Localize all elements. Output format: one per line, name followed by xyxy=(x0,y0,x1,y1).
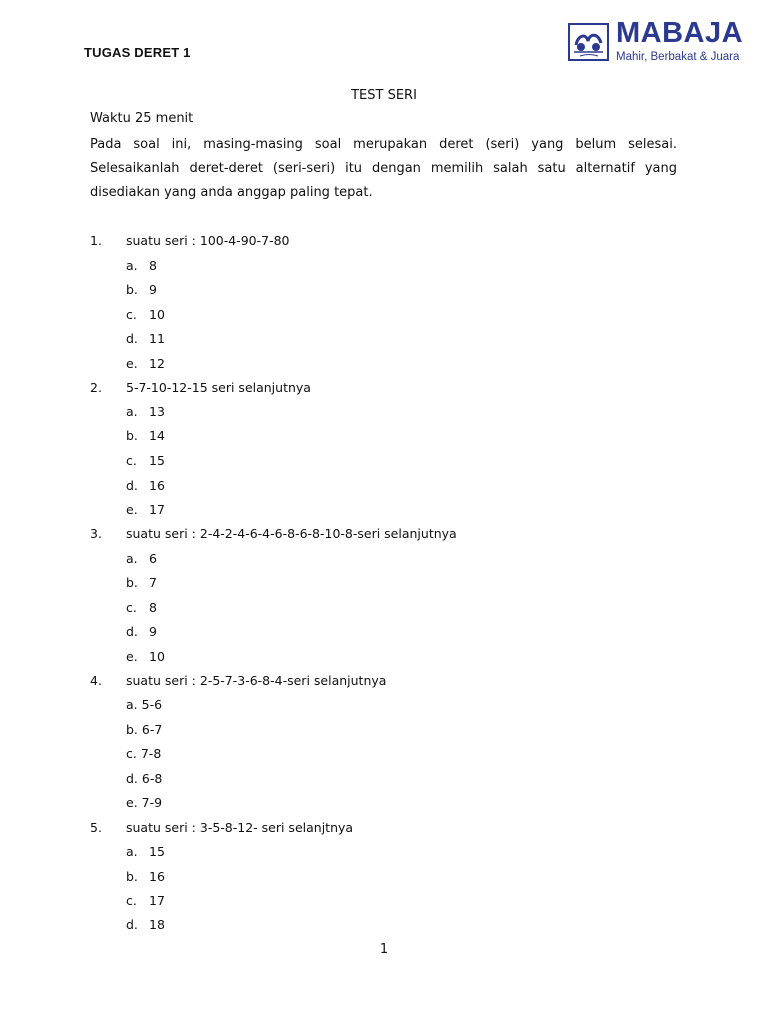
option-4d xyxy=(126,771,162,786)
option-letter: a. xyxy=(126,844,138,859)
option-letter: d. xyxy=(126,771,138,786)
question-number: 1. xyxy=(90,233,102,248)
question-5 xyxy=(90,820,353,835)
option-value: 10 xyxy=(149,649,165,664)
question-2 xyxy=(90,380,311,395)
question-3 xyxy=(90,526,457,541)
option-value: 8 xyxy=(149,258,157,273)
option-value: 17 xyxy=(149,893,165,908)
option-1e xyxy=(126,356,165,371)
option-value: 14 xyxy=(149,428,165,443)
option-2a xyxy=(126,404,165,419)
option-value: 7-8 xyxy=(140,746,162,761)
option-5c xyxy=(126,893,165,908)
question-text: 5-7-10-12-15 seri selanjutnya xyxy=(126,380,311,395)
option-letter: a. xyxy=(126,697,138,712)
question-4 xyxy=(90,673,386,688)
option-value: 18 xyxy=(149,917,165,932)
option-letter: e. xyxy=(126,356,138,371)
option-value: 8 xyxy=(149,600,157,615)
option-letter: e. xyxy=(126,502,138,517)
option-letter: a. xyxy=(126,258,138,273)
time-limit: Waktu 25 menit xyxy=(90,111,194,126)
question-number: 4. xyxy=(90,673,102,688)
mabaja-logo xyxy=(568,17,758,63)
logo-name: MABAJA xyxy=(616,17,744,49)
option-4e xyxy=(126,795,162,810)
option-letter: c. xyxy=(126,600,137,615)
option-2c xyxy=(126,453,165,468)
option-1a xyxy=(126,258,157,273)
header-title: TUGAS DERET 1 xyxy=(84,45,191,60)
question-text: suatu seri : 2-4-2-4-6-4-6-8-6-8-10-8-seri selanjutnya xyxy=(126,526,457,541)
logo-tagline: Mahir, Berbakat & Juara xyxy=(616,51,740,63)
option-3e xyxy=(126,649,165,664)
option-2e xyxy=(126,502,165,517)
option-value: 10 xyxy=(149,307,165,322)
option-5a xyxy=(126,844,165,859)
option-letter: d. xyxy=(126,917,138,932)
question-text: suatu seri : 2-5-7-3-6-8-4-seri selanjutnya xyxy=(126,673,387,688)
option-letter: b. xyxy=(126,282,138,297)
option-value: 12 xyxy=(149,356,165,371)
option-value: 6-7 xyxy=(141,722,163,737)
logo-emblem-icon xyxy=(568,23,609,61)
question-1 xyxy=(90,233,289,248)
option-4c xyxy=(126,746,161,761)
option-letter: e. xyxy=(126,649,138,664)
question-text: suatu seri : 100-4-90-7-80 xyxy=(126,233,290,248)
option-value: 5-6 xyxy=(141,697,163,712)
option-3d xyxy=(126,624,157,639)
option-letter: c. xyxy=(126,746,137,761)
question-number: 2. xyxy=(90,380,102,395)
option-value: 7-9 xyxy=(141,795,163,810)
option-value: 16 xyxy=(149,478,165,493)
option-letter: b. xyxy=(126,722,138,737)
option-3a xyxy=(126,551,157,566)
option-letter: b. xyxy=(126,575,138,590)
option-2d xyxy=(126,478,165,493)
option-value: 9 xyxy=(149,282,157,297)
option-value: 13 xyxy=(149,404,165,419)
option-letter: c. xyxy=(126,307,137,322)
document-title: TEST SERI xyxy=(351,88,417,103)
option-1d xyxy=(126,331,165,346)
option-letter: d. xyxy=(126,331,138,346)
option-value: 16 xyxy=(149,869,165,884)
instructions-paragraph: Pada soal ini, masing-masing soal merupakan deret (seri) yang belum selesai. Selesaikanlah deret-deret (seri-seri) itu dengan memilih salah satu alternatif yang disediakan yang anda anggap paling tepat. xyxy=(90,137,677,200)
option-value: 17 xyxy=(149,502,165,517)
option-4a xyxy=(126,697,162,712)
option-letter: b. xyxy=(126,428,138,443)
question-text: suatu seri : 3-5-8-12- seri selanjtnya xyxy=(126,820,354,835)
option-4b xyxy=(126,722,162,737)
option-5b xyxy=(126,869,165,884)
question-number: 5. xyxy=(90,820,102,835)
option-value: 15 xyxy=(149,844,165,859)
option-letter: e. xyxy=(126,795,138,810)
option-3b xyxy=(126,575,157,590)
option-letter: b. xyxy=(126,869,138,884)
option-value: 15 xyxy=(149,453,165,468)
option-value: 7 xyxy=(149,575,157,590)
option-letter: d. xyxy=(126,624,138,639)
page-number: 1 xyxy=(379,942,389,957)
option-value: 6-8 xyxy=(141,771,163,786)
option-letter: c. xyxy=(126,453,137,468)
question-number: 3. xyxy=(90,526,102,541)
option-value: 9 xyxy=(149,624,157,639)
option-letter: a. xyxy=(126,404,138,419)
option-3c xyxy=(126,600,157,615)
option-value: 11 xyxy=(149,331,165,346)
option-1c xyxy=(126,307,165,322)
option-letter: c. xyxy=(126,893,137,908)
option-value: 6 xyxy=(149,551,157,566)
option-2b xyxy=(126,428,165,443)
option-letter: a. xyxy=(126,551,138,566)
option-5d xyxy=(126,917,165,932)
option-letter: d. xyxy=(126,478,138,493)
option-1b xyxy=(126,282,157,297)
